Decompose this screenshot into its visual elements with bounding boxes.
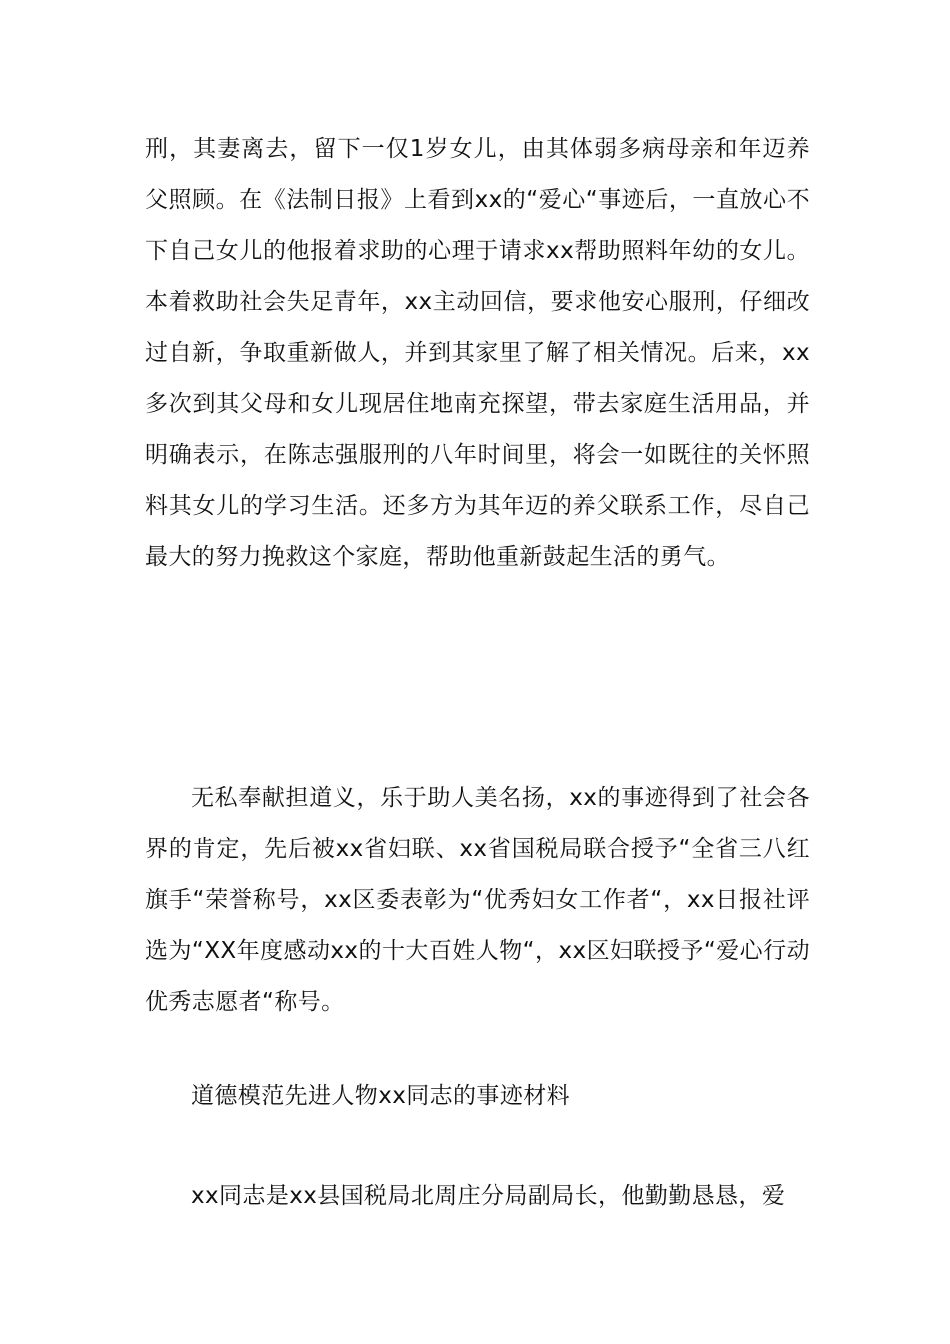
- paragraph-intro: xx同志是xx县国税局北周庄分局副局长，他勤勤恳恳，爱: [191, 1183, 786, 1209]
- paragraph-honors: 无私奉献担道义，乐于助人美名扬，xx的事迹得到了社会各界的肯定，先后被xx省妇联、xx省国税局联合授予“全省三八红旗手“荣誉称号，xx区委表彰为“优秀妇女工作者“，xx日报社评选为“XX年度感动xx的十大百姓人物“，xx区妇联授予“爱心行动优秀志愿者“称号。: [145, 785, 810, 1015]
- paragraph-continued-story: 刑，其妻离去，留下一仅1岁女儿，由其体弱多病母亲和年迈养父照顾。在《法制日报》上看到xx的“爱心“事迹后，一直放心不下自己女儿的他报着求助的心理于请求xx帮助照料年幼的女儿。本着救助社会失足青年，xx主动回信，要求他安心服刑，仔细改过自新，争取重新做人，并到其家里了解了相关情况。后来，xx多次到其父母和女儿现居住地南充探望，带去家庭生活用品，并明确表示，在陈志强服刑的八年时间里，将会一如既往的关怀照料其女儿的学习生活。还多方为其年迈的养父联系工作，尽自己最大的努力挽救这个家庭，帮助他重新鼓起生活的勇气。: [145, 136, 810, 570]
- section-heading: 道德模范先进人物xx同志的事迹材料: [191, 1083, 571, 1109]
